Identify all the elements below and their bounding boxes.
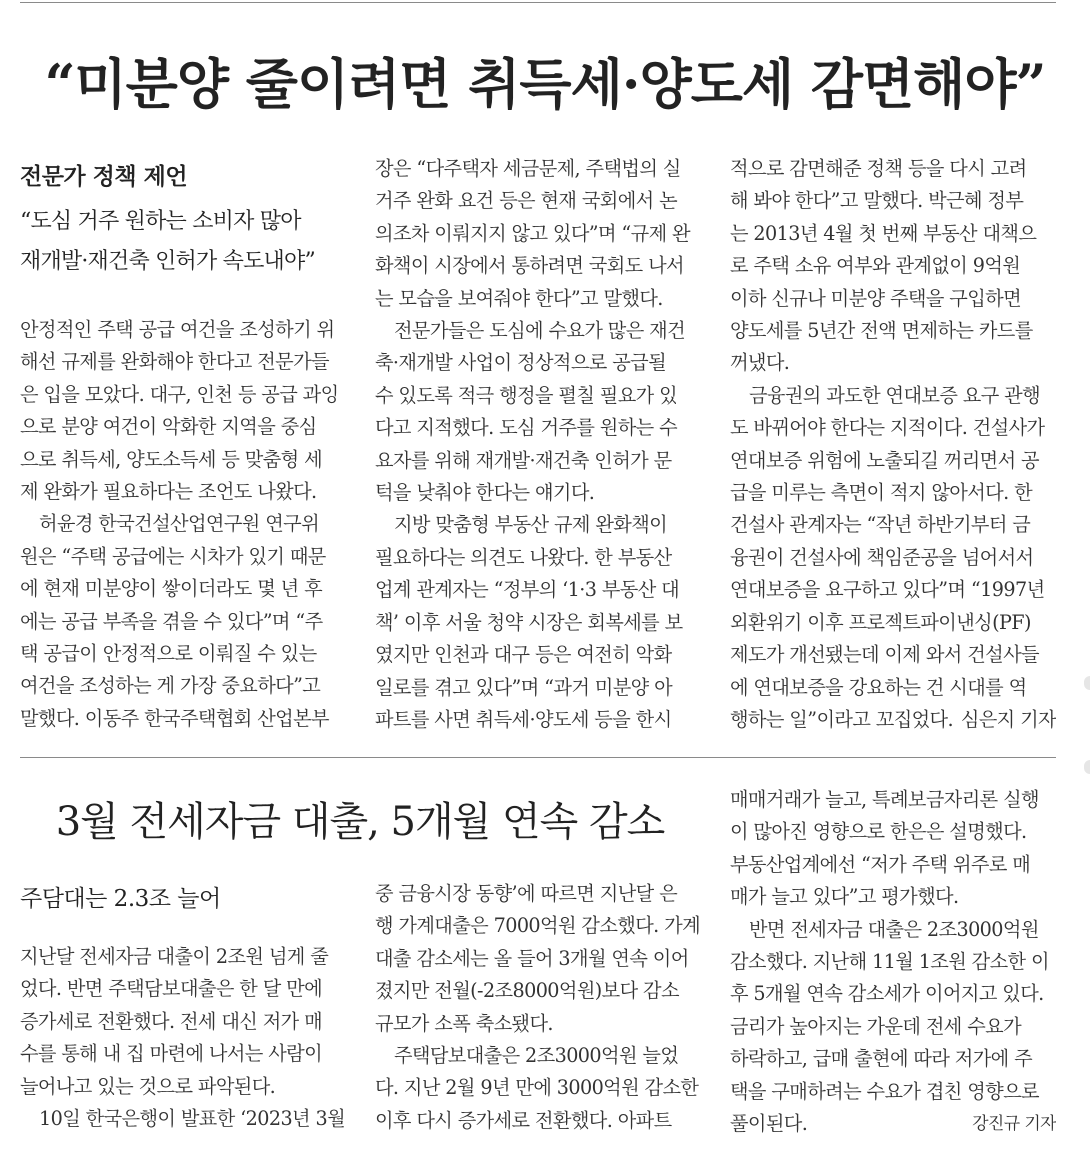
text-line: 에 현재 미분양이 쌓이더라도 몇 년 후 xyxy=(20,577,323,601)
text-line: 융권이 건설사에 책임준공을 넘어서서 xyxy=(730,545,1034,569)
text-line: 외환위기 이후 프로젝트파이낸싱(PF) xyxy=(730,610,1031,634)
article2-column-2 xyxy=(375,878,709,1137)
text-line: 일로를 겪고 있다”며 “과거 미분양 아 xyxy=(375,675,673,699)
text-line: 매매거래가 늘고, 특례보금자리론 실행 xyxy=(730,788,1039,811)
text-line: 필요하다는 의견도 나왔다. 한 부동산 xyxy=(375,545,672,569)
text-line: 규모가 소폭 축소됐다. xyxy=(375,1011,553,1035)
text-line: 금리가 높아지는 가운데 전세 수요가 xyxy=(730,1014,1022,1038)
text-line: 해선 규제를 완화해야 한다고 전문가들 xyxy=(20,350,329,374)
text-line: 지방 맞춤형 부동산 규제 완화책이 xyxy=(394,513,668,537)
text-line: 매가 늘고 있다”고 평가했다. xyxy=(730,885,959,909)
text-line: 는 2013년 4월 첫 번째 부동산 대책으 xyxy=(730,221,1037,245)
text-line: 적으로 감면해준 정책 등을 다시 고려 xyxy=(730,157,1027,180)
article1-section-label: 전문가 정책 제언 xyxy=(20,164,188,190)
text-line: 거주 완화 요건 등은 현재 국회에서 논 xyxy=(375,189,678,213)
article2-column-1 xyxy=(20,941,354,1135)
text-line: 지난달 전세자금 대출이 2조원 넘게 줄 xyxy=(20,945,329,968)
text-line: 주택담보대출은 2조3000억원 늘었 xyxy=(394,1044,679,1068)
article2-byline: 강진규 기자 xyxy=(972,1114,1056,1135)
text-line: 업계 관계자는 “정부의 ‘1·3 부동산 대 xyxy=(375,578,680,602)
text-line: 여건을 조성하는 게 가장 중요하다”고 xyxy=(20,674,321,698)
text-line: 으로 취득세, 양도소득세 등 맞춤형 세 xyxy=(20,447,323,471)
text-line: 요자를 위해 재개발·재건축 인허가 문 xyxy=(375,448,672,472)
article1-column-2 xyxy=(375,153,709,736)
text-line: 원은 “주택 공급에는 시차가 있기 때문 xyxy=(20,544,326,568)
article2-headline: 3월 전세자금 대출, 5개월 연속 감소 xyxy=(55,799,665,845)
article2-section-label: 주담대는 2.3조 늘어 xyxy=(20,886,221,912)
text-line: 허윤경 한국건설산업연구원 연구위 xyxy=(39,512,320,536)
text-line: 금융권의 과도한 연대보증 요구 관행 xyxy=(749,383,1041,407)
deck-line: “도심 거주 원하는 소비자 많아 xyxy=(20,209,301,234)
text-line: 대출 감소세는 올 들어 3개월 연속 이어 xyxy=(375,946,689,970)
text-line: 턱을 낮춰야 한다는 얘기다. xyxy=(375,481,595,505)
text-line: 연대보증을 요구하고 있다”며 “1997년 xyxy=(730,578,1045,602)
section-divider xyxy=(20,757,1056,758)
text-line: 수를 통해 내 집 마련에 나서는 사람이 xyxy=(20,1042,323,1066)
text-line: 반면 전세자금 대출은 2조3000억원 xyxy=(749,917,1039,941)
text-line: 10일 한국은행이 발표한 ‘2023년 3월 xyxy=(39,1107,346,1131)
text-line: 급을 미루는 측면이 적지 않아서다. 한 xyxy=(730,481,1033,505)
text-line: 의조차 이뤄지지 않고 있다”며 “규제 완 xyxy=(375,221,690,245)
edge-artifact xyxy=(1084,676,1090,690)
text-line: 파트를 사면 취득세·양도세 등을 한시 xyxy=(375,707,672,731)
text-line: 연대보증 위험에 노출되길 꺼리면서 공 xyxy=(730,448,1039,472)
text-line: 에는 공급 부족을 겪을 수 있다”며 “주 xyxy=(20,609,323,633)
text-line: 감소했다. 지난해 11월 1조원 감소한 이 xyxy=(730,950,1049,974)
text-line: 었다. 반면 주택담보대출은 한 달 만에 xyxy=(20,977,323,1001)
text-line: 후 5개월 연속 감소세가 이어지고 있다. xyxy=(730,982,1044,1006)
text-line: 도 바뀌어야 한다는 지적이다. 건설사가 xyxy=(730,416,1045,440)
text-line: 축·재개발 사업이 정상적으로 공급될 xyxy=(375,351,667,375)
text-line: 다. 지난 2월 9년 만에 3000억원 감소한 xyxy=(375,1076,699,1100)
text-line: 였지만 인천과 대구 등은 여전히 악화 xyxy=(375,643,672,667)
text-line: 책’ 이후 서울 청약 시장은 회복세를 보 xyxy=(375,610,683,634)
text-line: 안정적인 주택 공급 여건을 조성하기 위 xyxy=(20,318,335,341)
text-line: 다고 지적했다. 도심 거주를 원하는 수 xyxy=(375,416,678,440)
text-line: 말했다. 이동주 한국주택협회 산업본부 xyxy=(20,706,329,730)
text-line: 하락하고, 급매 출현에 따라 저가에 주 xyxy=(730,1047,1033,1071)
text-line: 이하 신규나 미분양 주택을 구입하면 xyxy=(730,286,1022,310)
article1-headline: “미분양 줄이려면 취득세·양도세 감면해야” xyxy=(44,52,1046,116)
text-line: 는 모습을 보여줘야 한다”고 말했다. xyxy=(375,286,663,310)
text-line: 부동산업계에선 “저가 주택 위주로 매 xyxy=(730,852,1031,876)
text-line: 전문가들은 도심에 수요가 많은 재건 xyxy=(394,319,686,343)
text-line: 장은 “다주택자 세금문제, 주택법의 실 xyxy=(375,157,681,180)
article1-byline: 심은지 기자 xyxy=(960,707,1056,731)
text-line: 행 가계대출은 7000억원 감소했다. 가계 xyxy=(375,914,701,938)
text-line: 늘어나고 있는 것으로 파악된다. xyxy=(20,1074,276,1098)
top-rule xyxy=(20,2,1056,3)
text-line: 제 완화가 필요하다는 조언도 나왔다. xyxy=(20,480,317,504)
text-line-last: 행하는 일”이라고 꼬집었다. xyxy=(730,707,953,731)
text-line: 증가세로 전환했다. 전세 대신 저가 매 xyxy=(20,1009,323,1033)
text-line: 졌지만 전월(-2조8000억원)보다 감소 xyxy=(375,979,679,1003)
article2-column-3 xyxy=(730,784,1056,1140)
deck-line: 재개발·재건축 인허가 속도내야” xyxy=(20,249,315,274)
text-line-last: 풀이된다. xyxy=(730,1112,808,1136)
text-line xyxy=(730,1108,1056,1140)
text-line: 양도세를 5년간 전액 면제하는 카드를 xyxy=(730,319,1033,343)
edge-artifact xyxy=(1084,760,1090,774)
text-line: 이후 다시 증가세로 전환했다. 아파트 xyxy=(375,1108,672,1132)
text-line: 택 공급이 안정적으로 이뤄질 수 있는 xyxy=(20,642,317,666)
text-line: 택을 구매하려는 수요가 겹친 영향으로 xyxy=(730,1079,1039,1103)
text-line: 에 연대보증을 강요하는 건 시대를 역 xyxy=(730,675,1027,699)
text-line xyxy=(730,704,1056,736)
article1-column-3 xyxy=(730,153,1056,736)
text-line: 꺼냈다. xyxy=(730,351,790,375)
text-line: 제도가 개선됐는데 이제 와서 건설사들 xyxy=(730,643,1039,667)
text-line: 로 주택 소유 여부와 관계없이 9억원 xyxy=(730,254,1021,278)
text-line: 화책이 시장에서 통하려면 국회도 나서 xyxy=(375,254,684,278)
text-line: 수 있도록 적극 행정을 펼칠 필요가 있 xyxy=(375,383,678,407)
text-line: 이 많아진 영향으로 한은은 설명했다. xyxy=(730,820,1027,844)
text-line: 건설사 관계자는 “작년 하반기부터 금 xyxy=(730,513,1031,537)
text-line: 은 입을 모았다. 대구, 인천 등 공급 과잉 xyxy=(20,382,339,406)
text-line: 해 봐야 한다”고 말했다. 박근혜 정부 xyxy=(730,189,1024,213)
text-line: 으로 분양 여건이 악화한 지역을 중심 xyxy=(20,415,317,439)
article1-column-1 xyxy=(20,314,354,735)
article1-deck xyxy=(20,202,360,282)
text-line: 중 금융시장 동향’에 따르면 지난달 은 xyxy=(375,882,678,905)
